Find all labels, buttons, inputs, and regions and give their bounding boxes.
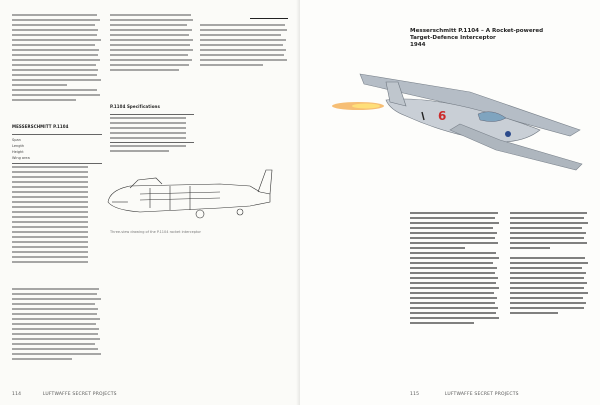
title-line-1: Messerschmitt P.1104 – A Rocket-powered [410, 28, 544, 34]
right-page [300, 0, 600, 405]
table1-title: MESSERSCHMITT P.1104 [12, 124, 69, 129]
page-number-left: 114 [12, 392, 22, 397]
side-view-drawing [100, 168, 285, 228]
table-row: Wing area [12, 156, 30, 160]
table-row: Span [12, 138, 21, 142]
drawing-caption: Three-view drawing of the P.1104 rocket interceptor [110, 230, 201, 234]
svg-text:6: 6 [438, 109, 447, 123]
title-line-2: Target-Defence Interceptor [410, 35, 496, 41]
header-rule [250, 18, 288, 19]
spec-table-1 [12, 132, 102, 166]
footer-left-label: LUFTWAFFE SECRET PROJECTS [42, 392, 117, 397]
table-row: Height [12, 150, 24, 154]
footer-left [12, 392, 117, 397]
third-column-text [200, 24, 290, 69]
second-column-text [110, 14, 196, 74]
footer-right [410, 392, 519, 397]
left-column-text-top [12, 14, 104, 104]
spec-table-2 [110, 112, 194, 155]
table-row: Length [12, 144, 25, 148]
footer-right-label: LUFTWAFFE SECRET PROJECTS [444, 392, 519, 397]
article-title [410, 28, 543, 49]
left-column-text-bottom [12, 288, 104, 363]
right-column-2-text [510, 212, 590, 317]
aircraft-illustration [320, 70, 590, 185]
table2-title: P.1104 Specifications [110, 104, 160, 109]
table1-body-lines [12, 166, 88, 266]
title-line-3: 1944 [410, 42, 426, 48]
right-column-1-text [410, 212, 502, 327]
page-number-right: 115 [410, 392, 420, 397]
